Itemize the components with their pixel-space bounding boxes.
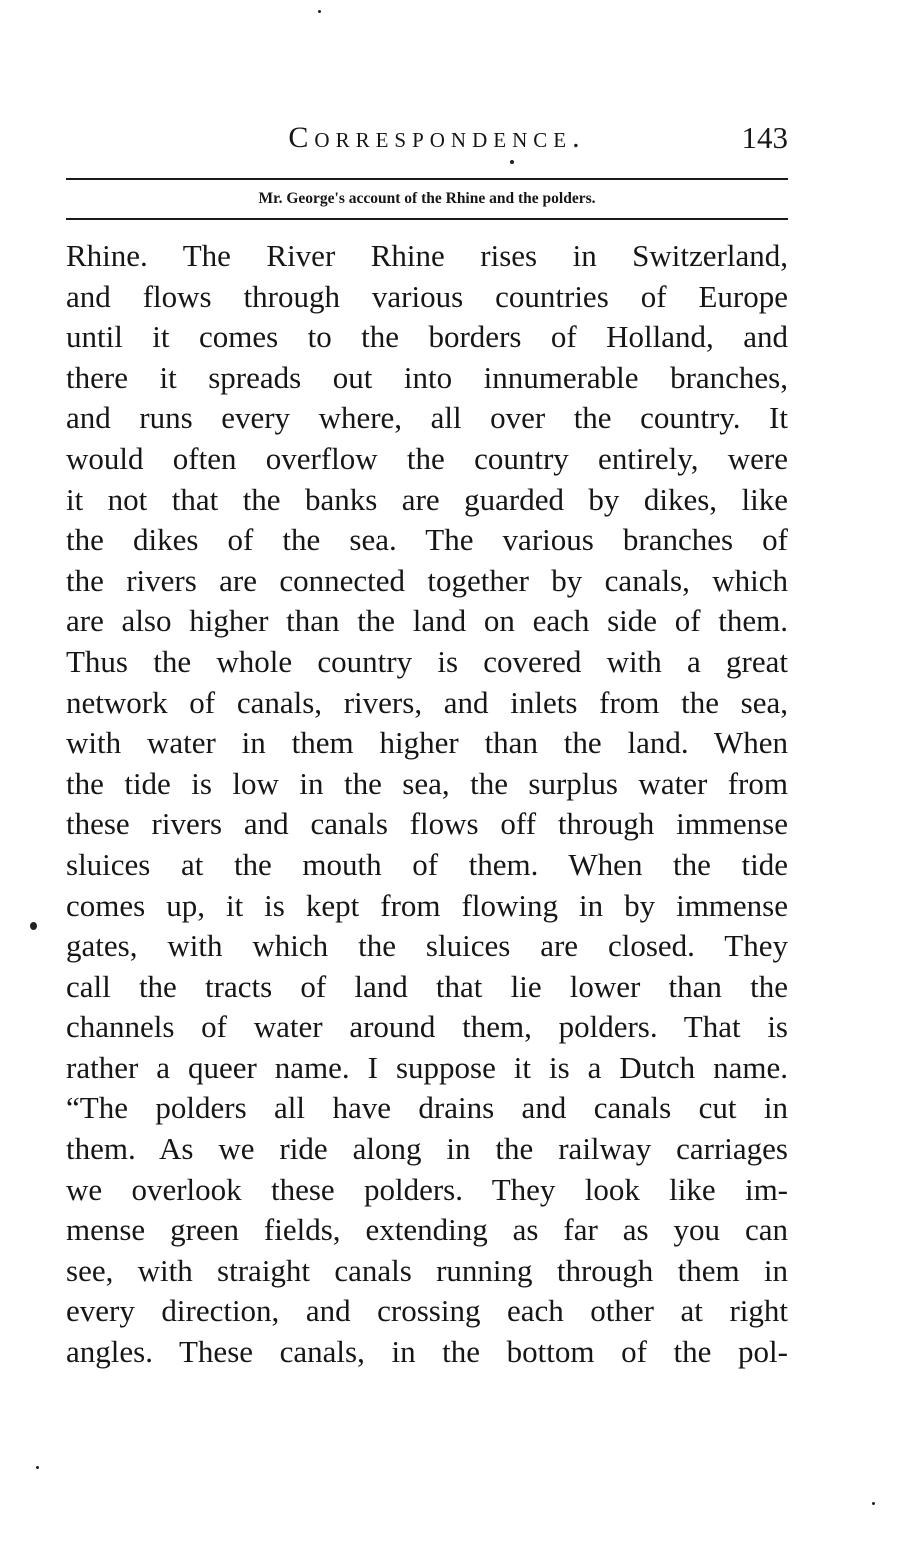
text-line: every direction, and crossing each other at right <box>66 1293 788 1329</box>
print-speck <box>318 10 321 13</box>
text-line: the dikes of the sea. The various branches of <box>66 522 788 558</box>
text-line: Thus the whole country is covered with a great <box>66 643 788 679</box>
header-rule-top <box>66 178 788 180</box>
text-line: network of canals, rivers, and inlets from the sea, <box>66 684 788 720</box>
section-subtitle: Mr. George's account of the Rhine and the polders. <box>258 190 596 207</box>
running-head <box>66 118 788 162</box>
text-line: angles. These canals, in the bottom of the pol- <box>66 1334 788 1370</box>
header-rule-bottom <box>66 218 788 220</box>
text-line: with water in them higher than the land. When <box>66 725 788 761</box>
text-line: the tide is low in the sea, the surplus water from <box>66 765 788 801</box>
print-speck <box>30 922 37 930</box>
text-line: the rivers are connected together by canals, which <box>66 562 788 598</box>
print-speck <box>872 1502 875 1505</box>
print-speck <box>510 160 514 164</box>
text-line: mense green fields, extending as far as you can <box>66 1212 788 1248</box>
body-text <box>66 236 788 1373</box>
text-line: rather a queer name. I suppose it is a Dutch name. <box>66 1049 788 1085</box>
text-line: these rivers and canals flows off through immense <box>66 806 788 842</box>
text-line: gates, with which the sluices are closed. They <box>66 928 788 964</box>
text-line: them. As we ride along in the railway carriages <box>66 1131 788 1167</box>
text-line: there it spreads out into innumerable branches, <box>66 359 788 395</box>
page-number: 143 <box>741 120 788 155</box>
text-line: channels of water around them, polders. That is <box>66 1009 788 1045</box>
text-line: comes up, it is kept from flowing in by immense <box>66 887 788 923</box>
text-line: and flows through various countries of Europe <box>66 278 788 314</box>
text-line: it not that the banks are guarded by dikes, like <box>66 481 788 517</box>
text-line: are also higher than the land on each side of them. <box>66 603 788 639</box>
text-line: we overlook these polders. They look like im- <box>66 1171 788 1207</box>
text-line: “The polders all have drains and canals cut in <box>66 1090 788 1126</box>
text-line: until it comes to the borders of Holland, and <box>66 319 788 355</box>
print-speck <box>36 1466 39 1469</box>
text-line: Rhine. The River Rhine rises in Switzerland, <box>66 238 788 273</box>
text-line: and runs every where, all over the country. It <box>66 400 788 436</box>
text-line: call the tracts of land that lie lower than the <box>66 968 788 1004</box>
text-line: sluices at the mouth of them. When the tide <box>66 846 788 882</box>
running-title: Correspondence. <box>288 121 586 154</box>
text-line: would often overflow the country entirely, were <box>66 440 788 476</box>
text-line: see, with straight canals running through them in <box>66 1252 788 1288</box>
